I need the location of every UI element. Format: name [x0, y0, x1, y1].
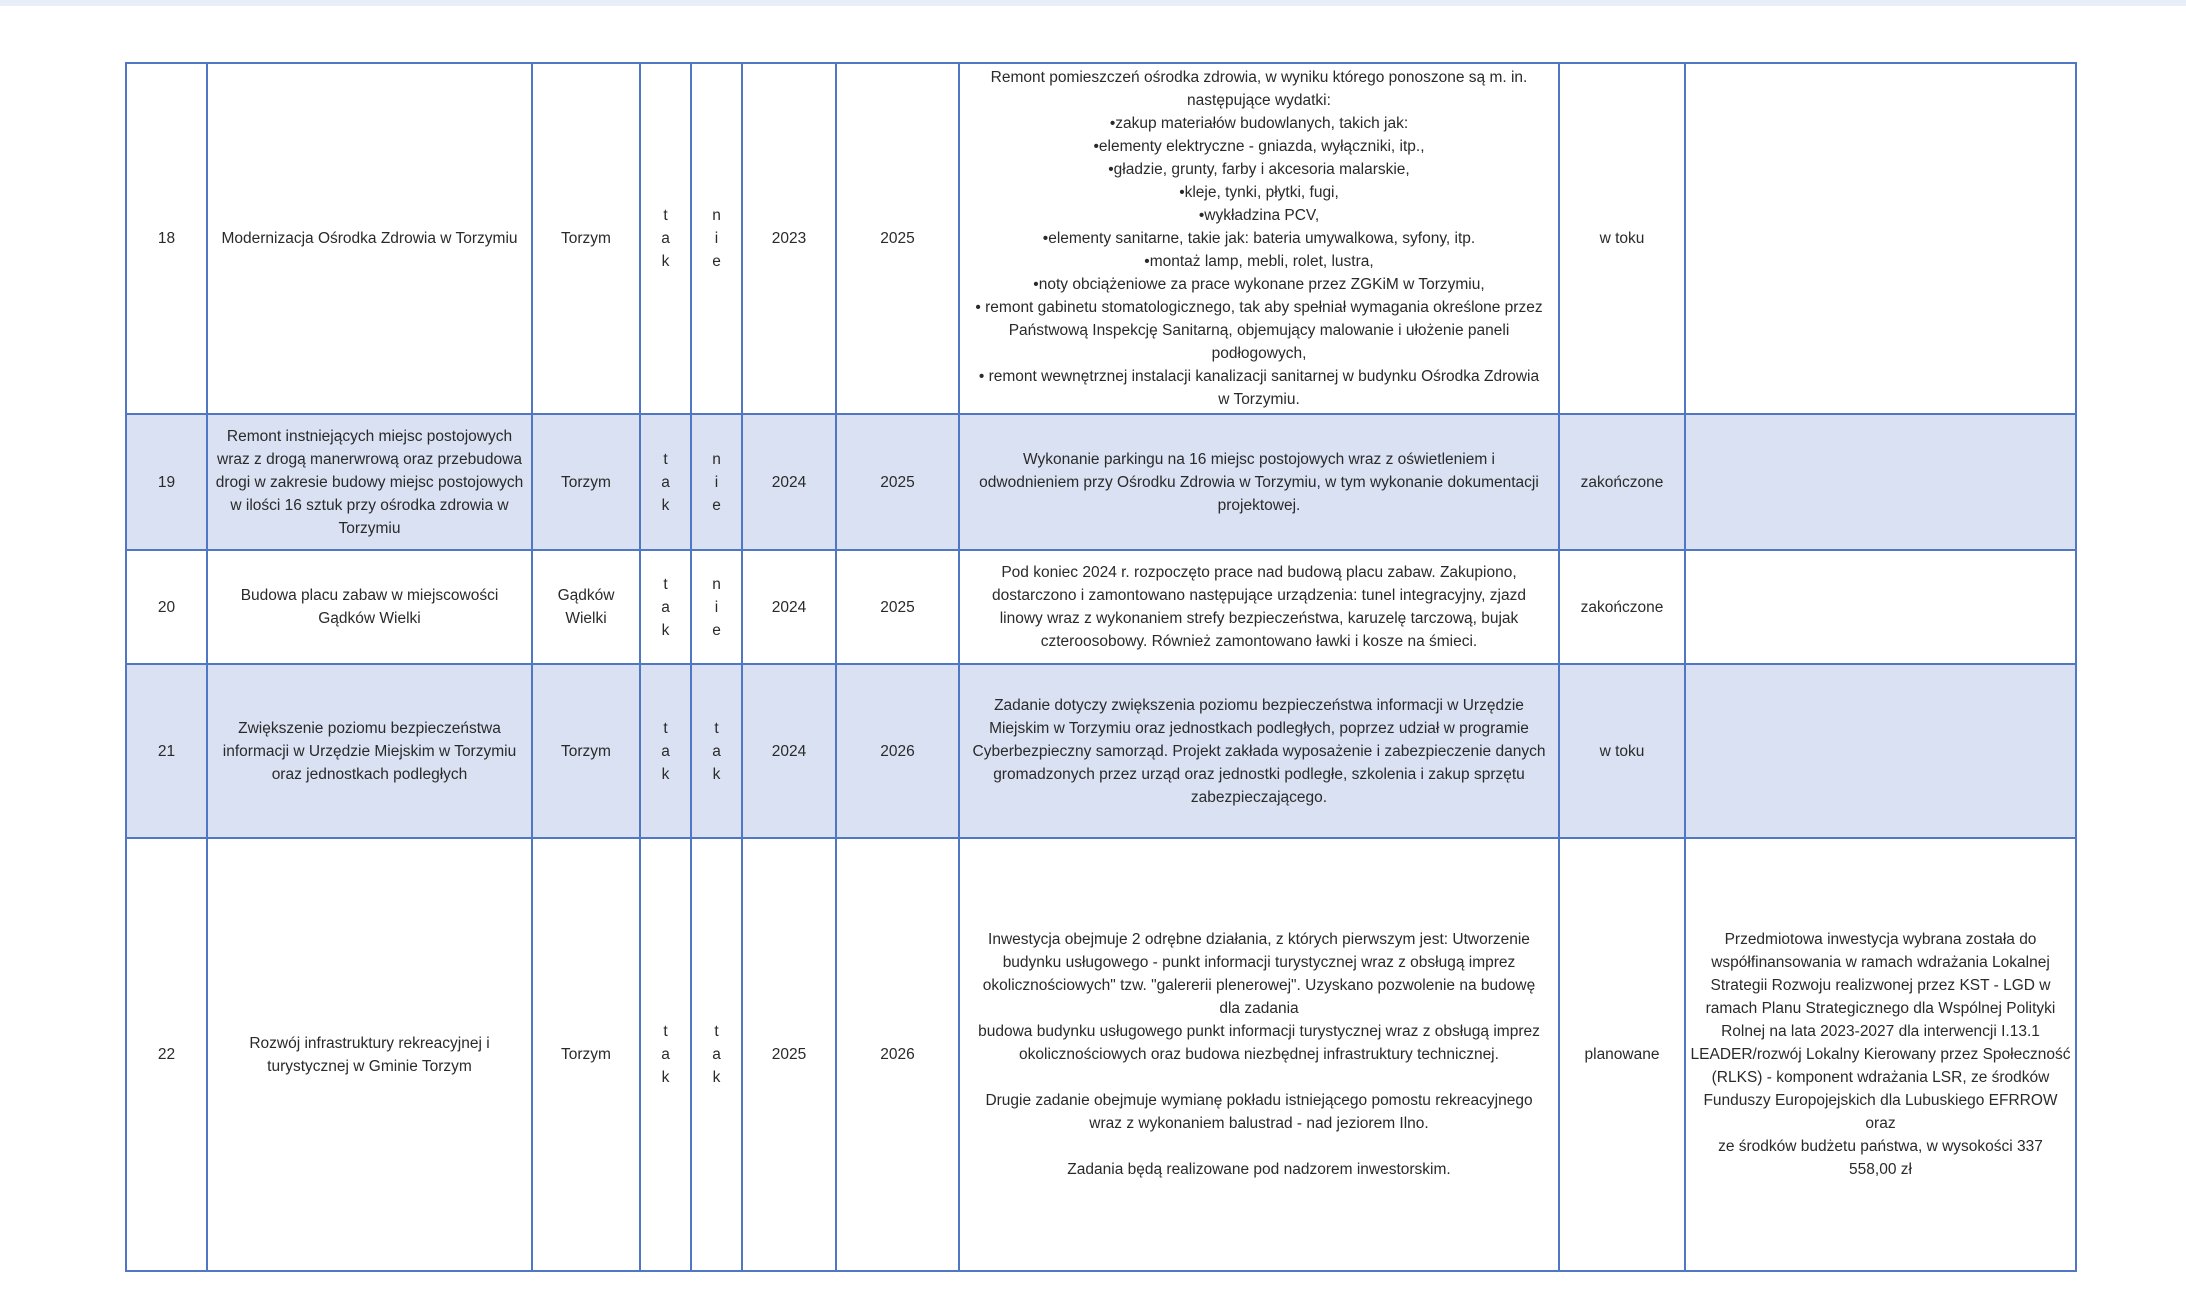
- description-line: •elementy elektryczne - gniazda, wyłączniki, itp.,: [1093, 138, 1425, 155]
- cell-flag-1: [640, 664, 691, 838]
- flag-letter: i: [714, 473, 719, 491]
- year-end-text: 2025: [880, 598, 915, 616]
- flag-letter: n: [712, 207, 721, 224]
- cell-location: [532, 414, 640, 550]
- description-line: Pod koniec 2024 r. rozpoczęto prace nad budową placu zabaw. Zakupiono,: [1001, 564, 1517, 581]
- cell-flag-2: [691, 550, 742, 664]
- cell-year-start: [742, 550, 836, 664]
- notes-line: LEADER/rozwój Lokalny Kierowany przez Społeczność: [1690, 1046, 2071, 1063]
- description-line: Drugie zadanie obejmuje wymianę pokładu istniejącego pomostu rekreacyjnego: [985, 1092, 1533, 1109]
- cell-status: [1559, 550, 1685, 664]
- description-line: Zadania będą realizowane pod nadzorem inwestorskim.: [1067, 1161, 1451, 1178]
- flag-letter: t: [663, 1023, 668, 1040]
- flag-letter: t: [663, 207, 668, 224]
- flag-letter: k: [712, 1069, 721, 1086]
- cell-location: [532, 664, 640, 838]
- flag-letter: i: [714, 598, 719, 616]
- location-text: Torzym: [561, 473, 611, 491]
- description-line: projektowej.: [1217, 496, 1301, 514]
- location-text: Torzym: [561, 742, 611, 760]
- year-end-text: 2025: [880, 230, 915, 247]
- no-text: 22: [157, 1046, 176, 1063]
- description-line: •elementy sanitarne, takie jak: bateria umywalkowa, syfony, itp.: [1042, 230, 1476, 247]
- description-line: •montaż lamp, mebli, rolet, lustra,: [1144, 253, 1374, 270]
- table-row: [126, 838, 2076, 1271]
- description-line: •noty obciążeniowe za prace wykonane przez ZGKiM w Torzymiu,: [1033, 276, 1485, 293]
- description-line: okolicznościowych" tzw. "galererii plenerowej". Uzyskano pozwolenie na budowę: [982, 977, 1536, 994]
- cell-flag-2: [691, 664, 742, 838]
- status-text: zakończone: [1580, 598, 1664, 616]
- cell-flag-1: [640, 838, 691, 1271]
- viewer-top-edge: [0, 0, 2186, 6]
- year-start-text: 2023: [771, 230, 807, 247]
- notes-line: ramach Planu Strategicznego dla Wspólnej Polityki: [1705, 1000, 2056, 1017]
- year-end-text: 2025: [880, 473, 915, 491]
- description-line: •wykładzina PCV,: [1198, 207, 1320, 224]
- description-line: wraz z wykonaniem balustrad - nad jeziorem Ilno.: [1089, 1115, 1429, 1132]
- cell-task-name: [207, 414, 532, 550]
- flag-letter: a: [712, 1046, 721, 1063]
- flag-letter: a: [661, 742, 670, 760]
- notes-line: Rolnej na lata 2023-2027 dla interwencji I.13.1: [1721, 1023, 2040, 1040]
- cell-description: [959, 550, 1559, 664]
- flag-letter: e: [712, 253, 721, 270]
- cell-location: [532, 550, 640, 664]
- description-line: [964, 1066, 1554, 1089]
- notes-line: ze środków budżetu państwa, w wysokości 337: [1718, 1138, 2043, 1155]
- name-text: Remont instniejących miejsc postojowych wraz z drogą manerwrową oraz przebudowa drogi w zakresie budowy miejsc postojowych w ilości 16 sztuk przy ośrodka zdrowia w Torzymiu: [215, 427, 524, 537]
- flag-letter: t: [714, 1023, 719, 1040]
- cell-flag-2: [691, 838, 742, 1271]
- description-line: •kleje, tynki, płytki, fugi,: [1179, 184, 1339, 201]
- cell-number: [126, 63, 207, 414]
- cell-description: [959, 414, 1559, 550]
- cell-year-end: [836, 664, 959, 838]
- description-line: gromadzonych przez urząd oraz jednostki podległe, szkolenia i zakup sprzętu: [993, 765, 1525, 783]
- name-text: Budowa placu zabaw w miejscowości Gądków Wielki: [240, 587, 499, 627]
- cell-task-name: [207, 550, 532, 664]
- no-text: 18: [157, 230, 176, 247]
- status-text: w toku: [1599, 230, 1645, 247]
- cell-year-start: [742, 63, 836, 414]
- flag-letter: t: [663, 575, 668, 593]
- year-start-text: 2024: [771, 598, 807, 616]
- cell-year-end: [836, 63, 959, 414]
- flag-letter: e: [712, 496, 721, 514]
- year-start-text: 2024: [771, 742, 807, 760]
- flag-letter: n: [712, 575, 721, 593]
- cell-location: [532, 63, 640, 414]
- cell-status: [1559, 838, 1685, 1271]
- cell-year-start: [742, 664, 836, 838]
- description-line: Zadanie dotyczy zwiększenia poziomu bezpieczeństwa informacji w Urzędzie: [994, 696, 1524, 714]
- cell-number: [126, 414, 207, 550]
- name-text: Modernizacja Ośrodka Zdrowia w Torzymiu: [221, 230, 518, 247]
- flag-letter: k: [661, 496, 670, 514]
- flag-letter: k: [661, 1069, 670, 1086]
- flag-letter: k: [712, 765, 721, 783]
- cell-flag-1: [640, 550, 691, 664]
- description-line: Cyberbezpieczny samorząd. Projekt zakłada wyposażenie i zabezpieczenie danych: [972, 742, 1546, 760]
- description-line: budowa budynku usługowego punkt informacji turystycznej wraz z obsługą imprez: [978, 1023, 1540, 1040]
- description-line: zabezpieczającego.: [1190, 788, 1328, 806]
- cell-number: [126, 550, 207, 664]
- cell-status: [1559, 664, 1685, 838]
- flag-letter: k: [661, 621, 670, 639]
- cell-description: [959, 838, 1559, 1271]
- description-line: czteroosobowy. Również zamontowano ławki i kosze na śmieci.: [1040, 633, 1478, 650]
- description-line: linowy wraz z wykonaniem strefy bezpieczeństwa, karuzelę tarczową, bujak: [999, 610, 1519, 627]
- cell-description: [959, 664, 1559, 838]
- cell-task-name: [207, 838, 532, 1271]
- description-line: Inwestycja obejmuje 2 odrębne działania, z których pierwszym jest: Utworzenie: [988, 931, 1530, 948]
- cell-flag-1: [640, 63, 691, 414]
- notes-line: współfinansowania w ramach wdrażania Lokalnej: [1711, 954, 2050, 971]
- cell-notes: [1685, 550, 2076, 664]
- cell-status: [1559, 414, 1685, 550]
- year-end-text: 2026: [880, 1046, 915, 1063]
- description-line: okolicznościowych oraz budowa niezbędnej infrastruktury technicznej.: [1019, 1046, 1499, 1063]
- investment-table: [125, 62, 2077, 1272]
- year-start-text: 2024: [771, 473, 807, 491]
- location-text: Torzym: [561, 1046, 611, 1063]
- cell-location: [532, 838, 640, 1271]
- description-line: [964, 1135, 1554, 1158]
- flag-letter: k: [661, 765, 670, 783]
- description-line: Remont pomieszczeń ośrodka zdrowia, w wyniku którego ponoszone są m. in.: [990, 69, 1528, 86]
- no-text: 19: [157, 473, 176, 491]
- cell-flag-2: [691, 63, 742, 414]
- cell-notes: [1685, 664, 2076, 838]
- description-line: podłogowych,: [1211, 345, 1307, 362]
- cell-year-start: [742, 838, 836, 1271]
- cell-number: [126, 838, 207, 1271]
- description-line: Państwową Inspekcję Sanitarną, objemujący malowanie i ułożenie paneli: [1008, 322, 1510, 339]
- description-line: Wykonanie parkingu na 16 miejsc postojowych wraz z oświetleniem i: [1023, 450, 1495, 468]
- no-text: 20: [157, 598, 176, 616]
- cell-year-end: [836, 414, 959, 550]
- year-start-text: 2025: [771, 1046, 807, 1063]
- cell-year-end: [836, 838, 959, 1271]
- flag-letter: t: [714, 719, 719, 737]
- notes-line: 558,00 zł: [1849, 1161, 1912, 1178]
- notes-line: (RLKS) - komponent wdrażania LSR, ze środków: [1711, 1069, 2050, 1086]
- location-text: Torzym: [561, 230, 611, 247]
- cell-notes: [1685, 63, 2076, 414]
- description-line: następujące wydatki:: [1187, 92, 1331, 109]
- flag-letter: a: [661, 1046, 670, 1063]
- description-line: w Torzymiu.: [1218, 391, 1300, 408]
- table-row: [126, 414, 2076, 550]
- flag-letter: a: [712, 742, 721, 760]
- name-text: Zwiększenie poziomu bezpieczeństwa informacji w Urzędzie Miejskim w Torzymiu oraz jednostkach podległych: [222, 719, 517, 783]
- table-row: [126, 664, 2076, 838]
- description-line: Miejskim w Torzymiu oraz jednostkach podległych, poprzez udział w programie: [989, 719, 1529, 737]
- description-line: • remont wewnętrznej instalacji kanalizacji sanitarnej w budynku Ośrodka Zdrowia: [978, 368, 1540, 385]
- flag-letter: n: [712, 450, 721, 468]
- cell-description: [959, 63, 1559, 414]
- status-text: w toku: [1599, 742, 1645, 760]
- name-text: Rozwój infrastruktury rekreacyjnej i turystycznej w Gminie Torzym: [249, 1034, 490, 1075]
- no-text: 21: [157, 742, 176, 760]
- cell-task-name: [207, 664, 532, 838]
- description-line: •gładzie, grunty, farby i akcesoria malarskie,: [1108, 161, 1410, 178]
- flag-letter: k: [661, 253, 670, 270]
- notes-line: Przedmiotowa inwestycja wybrana została do: [1724, 931, 2037, 948]
- cell-task-name: [207, 63, 532, 414]
- location-text: Gądków Wielki: [557, 587, 615, 627]
- flag-letter: t: [663, 719, 668, 737]
- notes-line: Strategii Rozwoju realizwonej przez KST - LGD w: [1710, 977, 2051, 994]
- description-line: dostarczono i zamontowano następujące urządzenia: tunel integracyjny, zjazd: [992, 587, 1526, 604]
- flag-letter: e: [712, 621, 721, 639]
- flag-letter: a: [661, 473, 670, 491]
- year-end-text: 2026: [880, 742, 915, 760]
- flag-letter: a: [661, 230, 670, 247]
- table-row: [126, 63, 2076, 414]
- description-line: budynku usługowego - punkt informacji turystycznej wraz z obsługą imprez: [1002, 954, 1516, 971]
- cell-number: [126, 664, 207, 838]
- flag-letter: t: [663, 450, 668, 468]
- cell-notes: [1685, 838, 2076, 1271]
- notes-line: Funduszy Europojejskich dla Lubuskiego EFRROW oraz: [1703, 1092, 2058, 1132]
- cell-flag-1: [640, 414, 691, 550]
- cell-flag-2: [691, 414, 742, 550]
- flag-letter: i: [714, 230, 719, 247]
- status-text: zakończone: [1580, 473, 1664, 491]
- cell-year-start: [742, 414, 836, 550]
- status-text: planowane: [1584, 1046, 1660, 1063]
- table-row: [126, 550, 2076, 664]
- flag-letter: a: [661, 598, 670, 616]
- cell-notes: [1685, 414, 2076, 550]
- description-line: odwodnieniem przy Ośrodku Zdrowia w Torzymiu, w tym wykonanie dokumentacji: [979, 473, 1539, 491]
- cell-status: [1559, 63, 1685, 414]
- description-line: dla zadania: [1219, 1000, 1299, 1017]
- cell-year-end: [836, 550, 959, 664]
- description-line: • remont gabinetu stomatologicznego, tak aby spełniał wymagania określone przez: [975, 299, 1543, 316]
- description-line: •zakup materiałów budowlanych, takich jak:: [1109, 115, 1409, 132]
